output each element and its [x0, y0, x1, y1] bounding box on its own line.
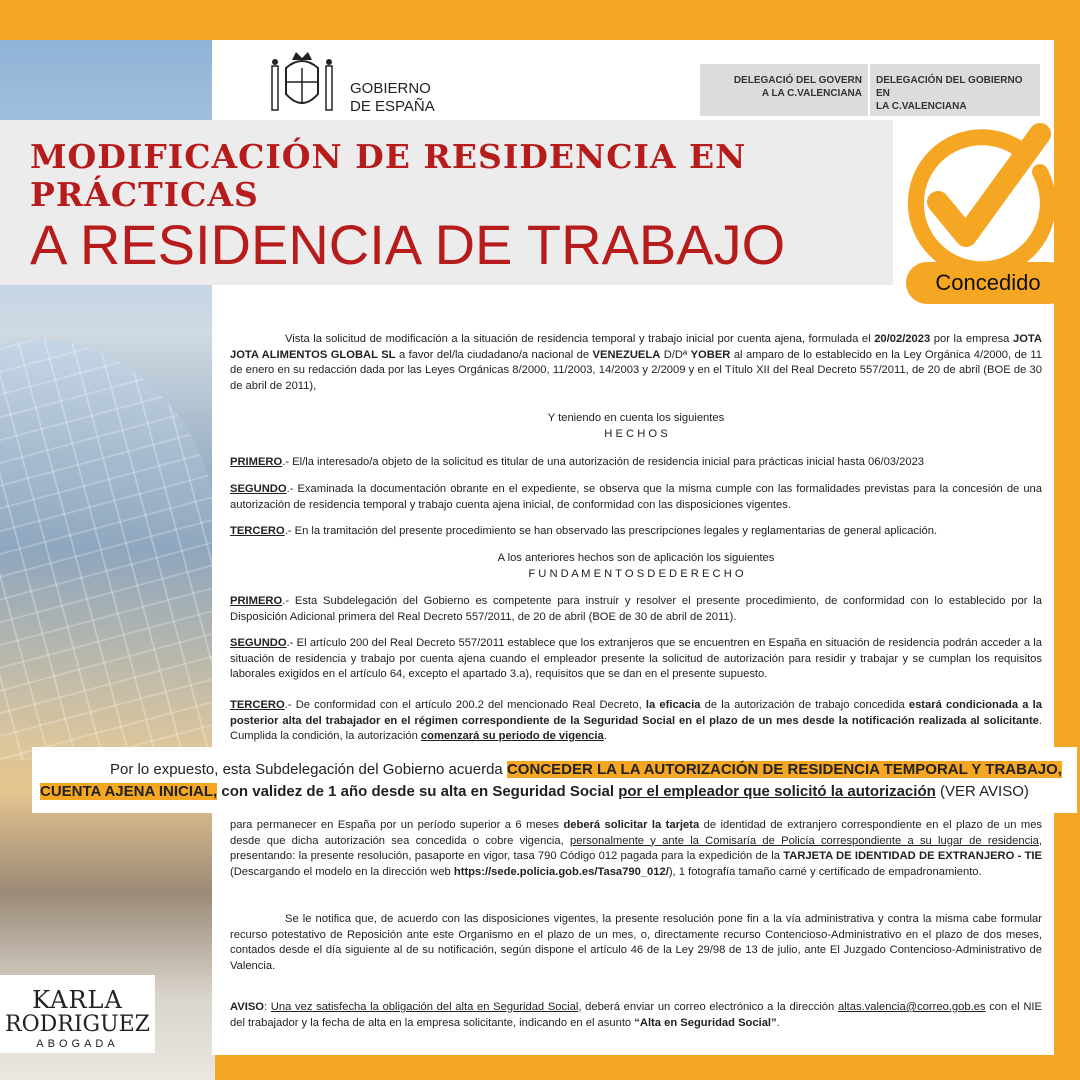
coat-of-arms-icon	[268, 48, 336, 118]
hechos-tercero: TERCERO.- En la tramitación del presente procedimiento se han observado las prescripciones legales y reglamentarias de general aplicación.	[230, 525, 938, 537]
banner-highlight-2: CUENTA AJENA INICIAL,	[40, 783, 218, 800]
banner-highlight-1: CONCEDER LA LA AUTORIZACIÓN DE RESIDENCIA TEMPORAL Y TRABAJO,	[506, 761, 1062, 778]
hechos-title: H E C H O S	[604, 427, 668, 440]
aviso-paragraph: AVISO: Una vez satisfecha la obligación del alta en Seguridad Social, deberá enviar un correo electrónico a la dirección altas.valencia@correo.gob.es con el NIE del trabajador y la fecha de alta en la empresa solicitante, indicando en el asunto “Alta en Seguridad Social”.	[230, 1001, 1042, 1029]
deleg-val-line2: A LA C.VALENCIANA	[761, 88, 862, 99]
brand-line1: KARLA	[32, 986, 123, 1014]
brand-logo	[0, 975, 155, 1053]
deleg-es-line2: LA C.VALENCIANA	[876, 101, 967, 112]
recurso-paragraph: Se le notifica que, de acuerdo con las disposiciones vigentes, la presente resolución pone fin a la vía administrativa y contra la misma cabe formular recurso potestativo de Reposición ante este Organismo en el plazo de un mes, o, directamente recurso Contencioso-Administrativo en el plazo de dos meses, contados desde el día siguiente al de su notificación, según dispone el artículo 46 de la Ley 29/98 de 13 de julio, ante El Juzgado Contencioso-Administrativo de Valencia.	[230, 913, 1042, 972]
tarjeta-paragraph: para permanecer en España por un período superior a 6 meses deberá solicitar la tarjeta de identidad de extranjero correspondiente en el plazo de un mes desde que dicha autorización sea concedida o cobre vigencia, personalmente y ante la Comisaría de Policía correspondiente a su lugar de residencia, presentando: la presente resolución, pasaporte en vigor, tasa 790 Código 012 pagada para la expedición de la TARJETA DE IDENTIDAD DE EXTRANJERO - TIE (Descargando el modelo en la dirección web https://sede.policia.gob.es/Tasa790_012/), 1 fotografía tamaño carné y certificado de empadronamiento.	[230, 819, 1043, 878]
deleg-val-line1: DELEGACIÓ DEL GOVERN	[733, 75, 862, 86]
government-label	[350, 80, 435, 116]
title-line1: MODIFICACIÓN DE RESIDENCIA EN PRÁCTICAS	[30, 137, 747, 214]
brand-line3: ABOGADA	[36, 1038, 119, 1050]
fundamentos-heading	[230, 551, 1042, 582]
gob-line1: GOBIERNO	[350, 80, 431, 97]
hechos-segundo: SEGUNDO.- Examinada la documentación obrante en el expediente, se observa que la misma cumple con las formalidades previstas para la concesión de una autorización de residencia temporal y trabajo cuenta ajena inicial, de conformidad con las disposiciones vigentes.	[230, 483, 1042, 511]
fundamentos-tercero: TERCERO.- De conformidad con el artículo 200.2 del mencionado Real Decreto, la eficacia de la autorización de trabajo concedida estará condicionada a la posterior alta del trabajador en el régimen correspondiente de la Seguridad Social en el plazo de un mes desde la notificación realizada al solicitante. Cumplida la condición, la autorización comenzará su periodo de vigencia.	[230, 699, 1042, 742]
gob-line2: DE ESPAÑA	[350, 98, 435, 115]
delegation-valencian-box	[700, 64, 868, 116]
hechos-intro: Y teniendo en cuenta los siguientes	[547, 412, 725, 424]
decision-banner: Por lo expuesto, esta Subdelegación del Gobierno acuerda CONCEDER LA LA AUTORIZACIÓN DE RESIDENCIA TEMPORAL Y TRABAJO, CUENTA AJENA INICIAL, con validez de 1 año desde su alta en Seguridad Social por el empleador que solicitó la autorización (VER AVISO)	[32, 747, 1077, 813]
building-arch	[0, 340, 220, 760]
hechos-primero: PRIMERO.- El/la interesado/a objeto de la solicitud es titular de una autorización de residencia inicial para prácticas inicial hasta 06/03/2023	[230, 456, 925, 468]
status-badge: Concedido	[906, 262, 1070, 304]
aviso-email: altas.valencia@correo.gob.es	[837, 1001, 986, 1013]
fundamentos-primero: PRIMERO.- Esta Subdelegación del Gobierno es competente para instruir y resolver el presente procedimiento, de conformidad con lo establecido por la Disposición Adicional primera del Real Decreto 557/2011, de 20 de abril (BOE de 30 de abril de 2011).	[230, 595, 1042, 623]
deleg-es-line1: DELEGACIÓN DEL GOBIERNO EN	[876, 75, 1023, 99]
delegation-spanish-box	[870, 64, 1040, 116]
brand-line2: RODRIGUEZ	[5, 1012, 150, 1037]
hechos-heading	[230, 411, 1042, 442]
fundamentos-segundo: SEGUNDO.- El artículo 200 del Real Decreto 557/2011 establece que los extranjeros que se encuentren en España en situación de residencia podrán acceder a la situación de residencia y trabajo por cuenta ajena cuando el empleador presente la solicitud de autorización para residir y trabajar y se cumplan los requisitos laborales exigidos en el artículo 64, excepto el apartado 3.a), requisitos que se dan en el presente supuesto.	[230, 637, 1042, 680]
title-line2: A RESIDENCIA DE TRABAJO	[30, 213, 786, 276]
fundamentos-title: F U N D A M E N T O S D E D E R E C H O	[528, 567, 744, 580]
intro-paragraph: Vista la solicitud de modificación a la situación de residencia temporal y trabajo inicial por cuenta ajena, formulada el 20/02/2023 por la empresa JOTA JOTA ALIMENTOS GLOBAL SL a favor del/la ciudadano/a nacional de VENEZUELA D/Dª YOBER al amparo de lo establecido en la Ley Orgánica 4/2000, de 11 de enero en su redacción dada por las Leyes Orgánicas 8/2000, 11/2003, 14/2003 y 2/2009 y en el Título XII del Real Decreto 557/2011, de 20 de abril (BOE de 30 de abril de 2011),	[230, 333, 1043, 392]
banner-text: Por lo expuesto, esta Subdelegación del Gobierno acuerda	[110, 761, 507, 778]
fundamentos-intro: A los anteriores hechos son de aplicación los siguientes	[497, 552, 775, 564]
